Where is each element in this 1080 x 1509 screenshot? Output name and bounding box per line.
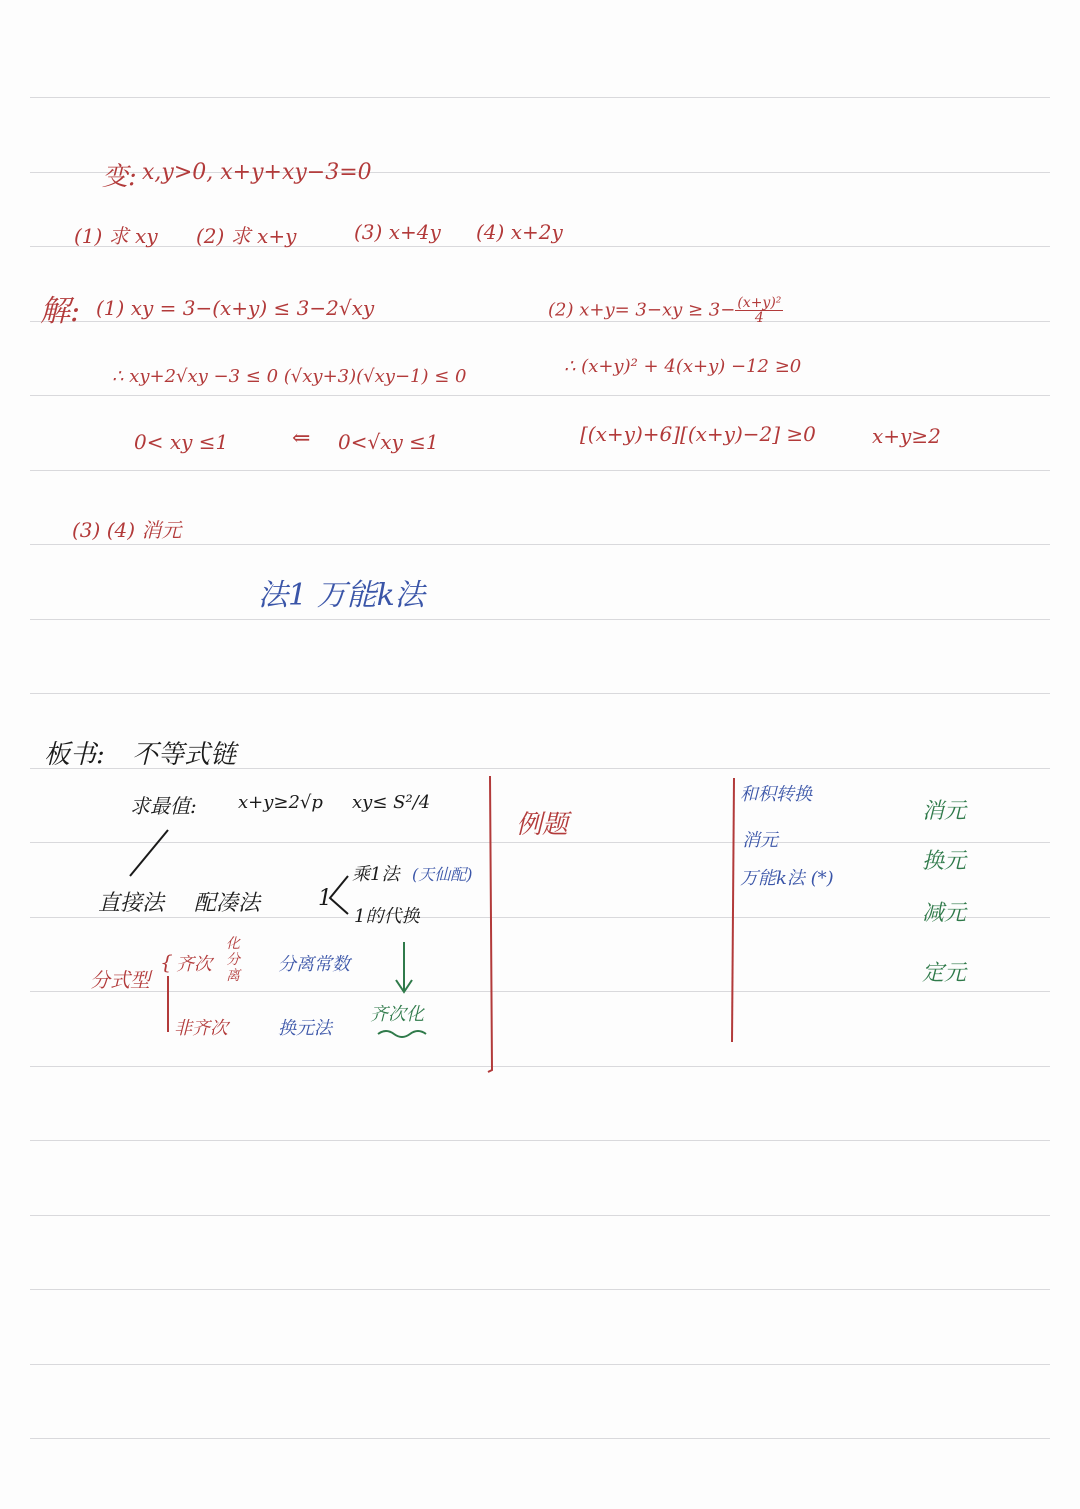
fraction-type: 分式型 <box>90 968 150 992</box>
brace: { <box>160 950 173 974</box>
solution-2-result: x+y≥2 <box>872 424 941 448</box>
match-method: 配凑法 <box>194 891 261 916</box>
right-item-3: 万能k法 (*) <box>740 868 834 889</box>
homogenize: 齐次化 <box>370 1004 424 1025</box>
solution-34: (3) (4) 消元 <box>72 518 182 542</box>
homogeneous: 齐次 <box>176 954 212 975</box>
substitution-method: 换元法 <box>278 1018 332 1039</box>
far-right-item-2: 换元 <box>922 849 967 874</box>
question-2: (2) 求 x+y <box>196 224 297 248</box>
solution-1-line-1: (1) xy = 3−(x+y) ≤ 3−2√xy <box>96 296 375 320</box>
solution-1-line-3: 0< xy ≤1 <box>134 430 229 454</box>
problem-condition: x,y>0, x+y+xy−3=0 <box>142 160 372 185</box>
solution-label: 解: <box>40 294 81 329</box>
extremum-label: 求最值: <box>130 794 197 818</box>
problem-label: 变: <box>102 162 137 192</box>
question-3: (3) x+4y <box>354 220 441 244</box>
question-4: (4) x+2y <box>476 220 563 244</box>
one-label: 1 <box>318 886 332 911</box>
board-label: 板书: <box>44 740 105 770</box>
separate-constant: 分离常数 <box>278 954 350 975</box>
formula-sum: x+y≥2√p <box>238 792 323 813</box>
far-right-item-3: 减元 <box>922 901 967 926</box>
solution-1-line-3b: 0<√xy ≤1 <box>338 430 439 454</box>
solution-2-line-1: (2) x+y= 3−xy ≥ 3− $\frac{\text{(x+y)²}}{4}$ <box>548 295 782 326</box>
mult-one-method: 乘1法 <box>352 864 400 885</box>
example-label: 例题 <box>516 810 569 840</box>
right-item-1: 和积转换 <box>740 784 812 805</box>
solution-1-arrow: ⇐ <box>292 426 311 451</box>
non-homogeneous: 非齐次 <box>174 1018 228 1039</box>
far-right-item-1: 消元 <box>922 799 967 824</box>
mult-one-note: (天仙配) <box>412 865 473 884</box>
solution-1-line-2: ∴ xy+2√xy −3 ≤ 0 (√xy+3)(√xy−1) ≤ 0 <box>112 366 467 387</box>
one-substitution: 1的代换 <box>354 906 420 927</box>
question-1: (1) 求 xy <box>74 224 158 248</box>
board-title: 不等式链 <box>132 740 237 770</box>
solution-2-line-2: ∴ (x+y)² + 4(x+y) −12 ≥0 <box>564 356 802 377</box>
method-title: 法1 万能k法 <box>258 578 425 613</box>
far-right-item-4: 定元 <box>922 961 967 986</box>
separate-stack: 化 分 离 <box>226 936 240 984</box>
direct-method: 直接法 <box>98 891 165 916</box>
solution-2-line-3: [(x+y)+6][(x+y)−2] ≥0 <box>580 422 816 446</box>
formula-product: xy≤ S²/4 <box>352 792 431 813</box>
right-item-2: 消元 <box>742 830 778 851</box>
